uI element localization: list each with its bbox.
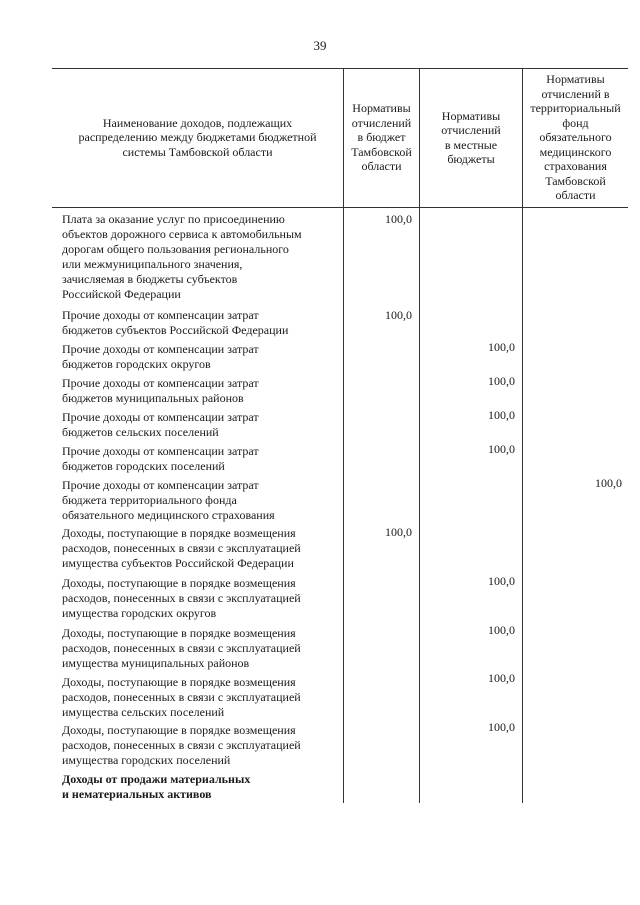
local-value: 100,0: [488, 374, 515, 388]
table-row-label: Доходы, поступающие в порядке возмещения расходов, понесенных в связи с эксплуатацией имущества субъектов Российской Федерации: [62, 526, 301, 570]
header-local-text: Нормативы отчислений в местные бюджеты: [441, 108, 501, 166]
local-value: 100,0: [488, 623, 515, 637]
table-row-label: Прочие доходы от компенсации затрат бюджетов городских округов: [62, 342, 259, 371]
header-local-column: [420, 68, 522, 207]
header-bottom-border: [52, 207, 628, 208]
table-row-label: Доходы, поступающие в порядке возмещения расходов, понесенных в связи с эксплуатацией имущества сельских поселений: [62, 675, 301, 719]
table-row-label: Доходы, поступающие в порядке возмещения расходов, понесенных в связи с эксплуатацией имущества городских поселений: [62, 723, 301, 767]
regional-value: 100,0: [385, 525, 412, 539]
header-fund-column: [523, 68, 628, 207]
revenue-table: [52, 68, 628, 803]
local-value: 100,0: [488, 442, 515, 456]
table-row-label: Доходы, поступающие в порядке возмещения расходов, понесенных в связи с эксплуатацией имущества муниципальных районов: [62, 626, 301, 670]
local-value: 100,0: [488, 574, 515, 588]
table-row-label: Доходы, поступающие в порядке возмещения расходов, понесенных в связи с эксплуатацией имущества городских округов: [62, 576, 301, 620]
local-value: 100,0: [488, 408, 515, 422]
regional-value: 100,0: [385, 308, 412, 322]
local-value: 100,0: [488, 720, 515, 734]
table-row-label: Плата за оказание услуг по присоединению объектов дорожного сервиса к автомобильным дорогам общего пользования регионального или межмуниципального значения, зачисляемая в бюджеты субъектов Российской Федерации: [62, 212, 302, 301]
table-row-label: Прочие доходы от компенсации затрат бюджетов муниципальных районов: [62, 376, 259, 405]
header-regional-column: [344, 68, 419, 207]
page-number: 39: [313, 38, 327, 53]
header-regional-text: Нормативы отчислений в бюджет Тамбовской области: [351, 101, 412, 174]
regional-value: 100,0: [385, 212, 412, 226]
local-value: 100,0: [488, 671, 515, 685]
local-value: 100,0: [488, 340, 515, 354]
table-row-label: Прочие доходы от компенсации затрат бюджета территориального фонда обязательного медицинского страхования: [62, 478, 275, 522]
header-name-text: Наименование доходов, подлежащих распределению между бюджетами бюджетной системы Тамбовской области: [78, 115, 317, 159]
header-name-column: [52, 68, 343, 207]
fund-value: 100,0: [595, 476, 622, 490]
table-row-label: Прочие доходы от компенсации затрат бюджетов сельских поселений: [62, 410, 259, 439]
header-fund-text: Нормативы отчислений в территориальный фонд обязательного медицинского страхования Тамбовской области: [530, 72, 621, 203]
table-row-label: Прочие доходы от компенсации затрат бюджетов субъектов Российской Федерации: [62, 308, 289, 337]
table-row-label-bold: Доходы от продажи материальных и нематериальных активов: [62, 772, 251, 801]
table-row-label: Прочие доходы от компенсации затрат бюджетов городских поселений: [62, 444, 259, 473]
